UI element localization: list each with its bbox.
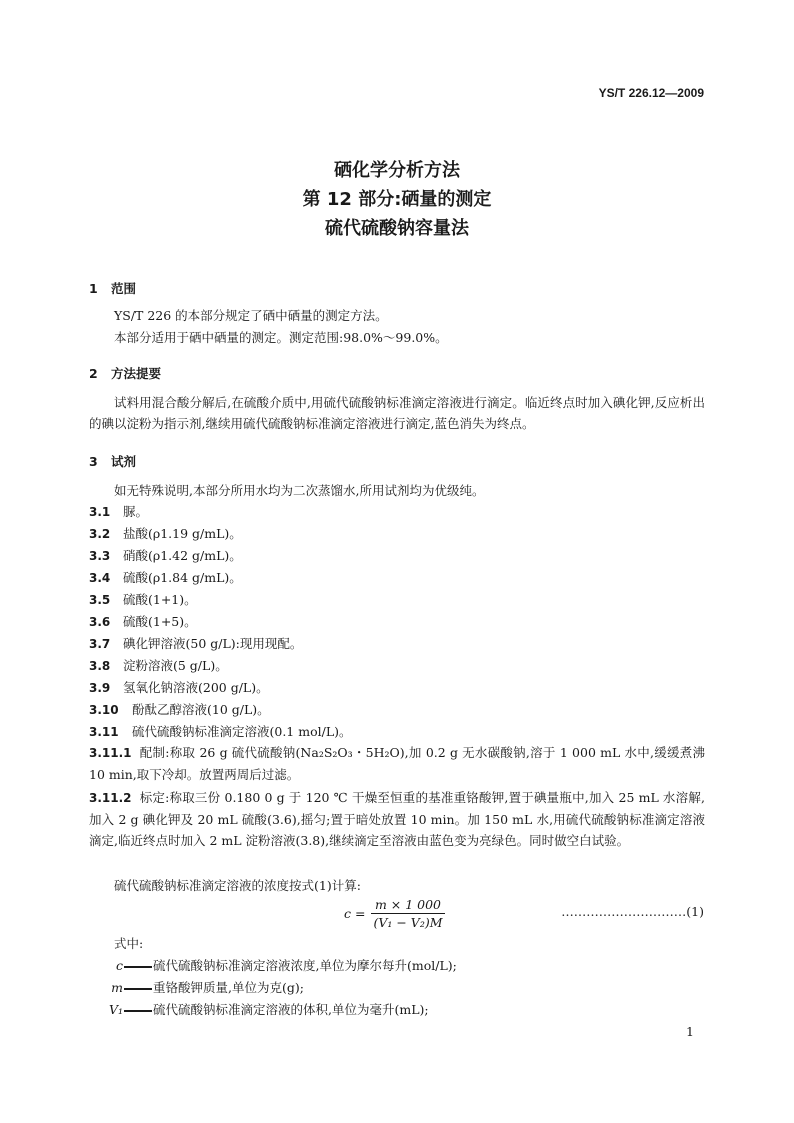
paragraph: YS/T 226 的本部分规定了硒中硒量的测定方法。 — [114, 308, 388, 323]
reagent-item: 3.10 酚酞乙醇溶液(10 g/L)。 — [89, 702, 270, 717]
doc-title-line3: 硫代硫酸钠容量法 — [325, 218, 469, 239]
reagent-item: 3.6 硫酸(1+5)。 — [89, 614, 197, 629]
section-number: 3 — [89, 454, 98, 469]
variable-definition: V₁ 硫代硫酸钠标准滴定溶液的体积,单位为毫升(mL); — [108, 1002, 429, 1017]
section-1-heading — [89, 279, 136, 297]
equation-number: …………………………(1) — [561, 904, 704, 919]
reagent-item: 3.7 碘化钾溶液(50 g/L):现用现配。 — [89, 636, 303, 651]
variable-definition: m 重铬酸钾质量,单位为克(g); — [111, 980, 304, 995]
paragraph: 如无特殊说明,本部分所用水均为二次蒸馏水,所用试剂均为优级纯。 — [114, 483, 485, 498]
reagent-item: 3.2 盐酸(ρ1.19 g/mL)。 — [89, 526, 242, 541]
formula-lhs: c = — [344, 906, 366, 921]
reagent-item: 3.8 淀粉溶液(5 g/L)。 — [89, 658, 228, 673]
reagent-item: 3.5 硫酸(1+1)。 — [89, 592, 197, 607]
reagent-item: 3.9 氢氧化钠溶液(200 g/L)。 — [89, 680, 269, 695]
section-3-heading — [89, 452, 136, 470]
reagent-subitem: 3.11.1 配制:称取 26 g 硫代硫酸钠(Na₂S₂O₃・5H₂O),加 0.2 g 无水碳酸钠,溶于 1 000 mL 水中,缓缓煮沸 10 min,取下冷却。放置两周后过滤。 — [89, 745, 705, 782]
paragraph: 试料用混合酸分解后,在硫酸介质中,用硫代硫酸钠标准滴定溶液进行滴定。临近终点时加入碘化钾,反应析出的碘以淀粉为指示剂,继续用硫代硫酸钠标准滴定溶液进行滴定,蓝色消失为终点。 — [89, 395, 705, 431]
where-intro: 式中: — [114, 936, 144, 951]
section-title: 试剂 — [111, 454, 137, 469]
section-number: 2 — [89, 366, 98, 381]
formula-denominator: (V₁ − V₂)M — [373, 915, 443, 930]
standard-code: YS/T 226.12—2009 — [598, 86, 704, 100]
section-title: 范围 — [111, 281, 137, 296]
page-number: 1 — [686, 1024, 694, 1039]
reagent-item: 3.4 硫酸(ρ1.84 g/mL)。 — [89, 570, 242, 585]
formula-intro: 硫代硫酸钠标准滴定溶液的浓度按式(1)计算: — [114, 878, 361, 893]
formula — [344, 897, 447, 930]
reagent-item: 3.1 脲。 — [89, 504, 149, 519]
formula-numerator: m × 1 000 — [371, 897, 445, 914]
reagent-item: 3.11 硫代硫酸钠标准滴定溶液(0.1 mol/L)。 — [89, 724, 352, 739]
reagent-subitem: 3.11.2 标定:称取三份 0.180 0 g 于 120 ℃ 干燥至恒重的基准重铬酸钾,置于碘量瓶中,加入 25 mL 水溶解,加入 2 g 碘化钾及 20 mL 硫酸(3.6),摇匀;置于暗处放置 10 min。加 150 mL 水,用硫代硫酸钠标准滴定溶液滴定,临近终点时加入 2 mL 淀粉溶液(3.8),继续滴定至溶液由蓝色变为亮绿色。同时做空白试验。 — [89, 790, 705, 848]
section-number: 1 — [89, 281, 98, 296]
paragraph: 本部分适用于硒中硒量的测定。测定范围:98.0%～99.0%。 — [114, 330, 448, 345]
section-title: 方法提要 — [111, 366, 162, 381]
reagent-item: 3.3 硝酸(ρ1.42 g/mL)。 — [89, 548, 242, 563]
section-2-heading — [89, 364, 161, 382]
formula-fraction — [369, 897, 446, 930]
doc-title-line2: 第 12 部分:硒量的测定 — [302, 189, 492, 210]
doc-title-line1: 硒化学分析方法 — [334, 160, 460, 181]
variable-definition: c 硫代硫酸钠标准滴定溶液浓度,单位为摩尔每升(mol/L); — [115, 958, 457, 973]
